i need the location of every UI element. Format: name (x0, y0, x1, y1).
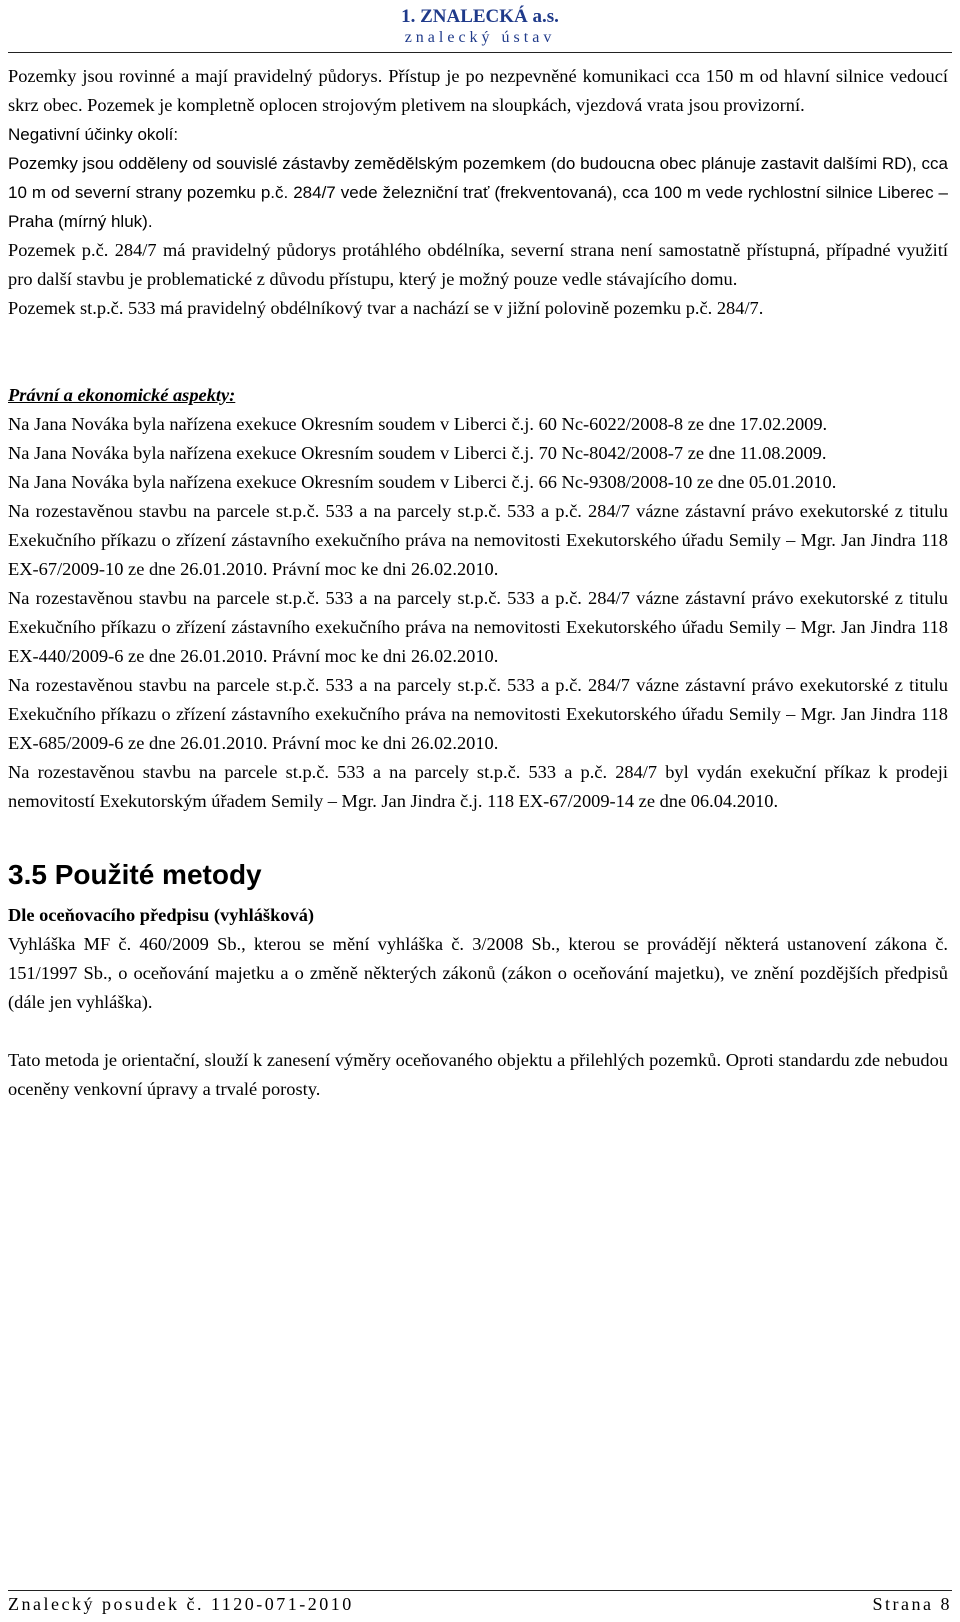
legal-item: Na rozestavěnou stavbu na parcele st.p.č. 533 a na parcely st.p.č. 533 a p.č. 284/7 vázne zástavní právo exekutorské z titulu Exekučního příkazu o zřízení zástavního exekučního práva na nemovitosti Exekutorského úřadu Semily – Mgr. Jan Jindra 118 EX-685/2009-6 ze dne 26.01.2010. Právní moc ke dni 26.02.2010. (8, 675, 948, 753)
footer-divider (8, 1590, 952, 1591)
paragraph-land-description: Pozemky jsou rovinné a mají pravidelný půdorys. Přístup je po nezpevněné komunikaci cca 150 m od hlavní silnice vedoucí skrz obec. Pozemek je kompletně oplocen strojovým pletivem na sloupkách, vjezdová vrata jsou provizorní. (8, 66, 948, 115)
page-number: Strana 8 (872, 1594, 952, 1614)
page-footer (8, 1594, 952, 1615)
page-body (8, 62, 948, 1104)
methods-heading: 3.5 Použité metody (8, 859, 262, 890)
negative-effects-text: Pozemky jsou odděleny od souvislé zástavby zemědělským pozemkem (do budoucna obec plánuje zastavit dalšími RD), cca 10 m od severní strany pozemku p.č. 284/7 vede železniční trať (frekventovaná), cca 100 m vede rychlostní silnice Liberec – Praha (mírný hluk). (8, 154, 948, 231)
page-header (0, 0, 960, 48)
paragraph-parcel-533: Pozemek st.p.č. 533 má pravidelný obdélníkový tvar a nachází se v jižní polovině pozemku p.č. 284/7. (8, 298, 764, 318)
negative-effects-label: Negativní účinky okolí: (8, 125, 179, 144)
company-name: 1. ZNALECKÁ a.s. (401, 6, 559, 27)
company-subtitle: znalecký ústav (404, 29, 556, 46)
legal-item: Na rozestavěnou stavbu na parcele st.p.č. 533 a na parcely st.p.č. 533 a p.č. 284/7 vázne zástavní právo exekutorské z titulu Exekučního příkazu o zřízení zástavního exekučního práva na nemovitosti Exekutorského úřadu Semily – Mgr. Jan Jindra 118 EX-440/2009-6 ze dne 26.01.2010. Právní moc ke dni 26.02.2010. (8, 588, 948, 666)
legal-item: Na Jana Nováka byla nařízena exekuce Okresním soudem v Liberci č.j. 70 Nc-8042/2008-7 ze dne 11.08.2009. (8, 443, 827, 463)
methods-text-note: Tato metoda je orientační, slouží k zanesení výměry oceňovaného objektu a přilehlých pozemků. Oproti standardu zde nebudou oceněny venkovní úpravy a trvalé porosty. (8, 1050, 948, 1099)
document-reference: Znalecký posudek č. 1120-071-2010 (8, 1594, 354, 1614)
legal-aspects-heading: Právní a ekonomické aspekty: (8, 385, 236, 405)
paragraph-parcel-284-7: Pozemek p.č. 284/7 má pravidelný půdorys protáhlého obdélníka, severní strana není samostatně přístupná, případné využití pro další stavbu je problematické z důvodu přístupu, který je možný pouze vedle stávajícího domu. (8, 240, 948, 289)
methods-text-regulation: Vyhláška MF č. 460/2009 Sb., kterou se mění vyhláška č. 3/2008 Sb., kterou se provádějí některá ustanovení zákona č. 151/1997 Sb., o oceňování majetku a o změně některých zákonů (zákon o oceňování majetku), ve znění pozdějších předpisů (dále jen vyhláška). (8, 934, 948, 1012)
legal-item: Na Jana Nováka byla nařízena exekuce Okresním soudem v Liberci č.j. 66 Nc-9308/2008-10 ze dne 05.01.2010. (8, 472, 837, 492)
legal-item: Na Jana Nováka byla nařízena exekuce Okresním soudem v Liberci č.j. 60 Nc-6022/2008-8 ze dne 17.02.2009. (8, 414, 828, 434)
methods-subheading: Dle oceňovacího předpisu (vyhlášková) (8, 905, 315, 925)
legal-item: Na rozestavěnou stavbu na parcele st.p.č. 533 a na parcely st.p.č. 533 a p.č. 284/7 vázne zástavní právo exekutorské z titulu Exekučního příkazu o zřízení zástavního exekučního práva na nemovitosti Exekutorského úřadu Semily – Mgr. Jan Jindra 118 EX-67/2009-10 ze dne 26.01.2010. Právní moc ke dni 26.02.2010. (8, 501, 948, 579)
legal-item: Na rozestavěnou stavbu na parcele st.p.č. 533 a na parcely st.p.č. 533 a p.č. 284/7 byl vydán exekuční příkaz k prodeji nemovitostí Exekutorským úřadem Semily – Mgr. Jan Jindra č.j. 118 EX-67/2009-14 ze dne 06.04.2010. (8, 762, 948, 811)
header-divider (8, 52, 952, 53)
